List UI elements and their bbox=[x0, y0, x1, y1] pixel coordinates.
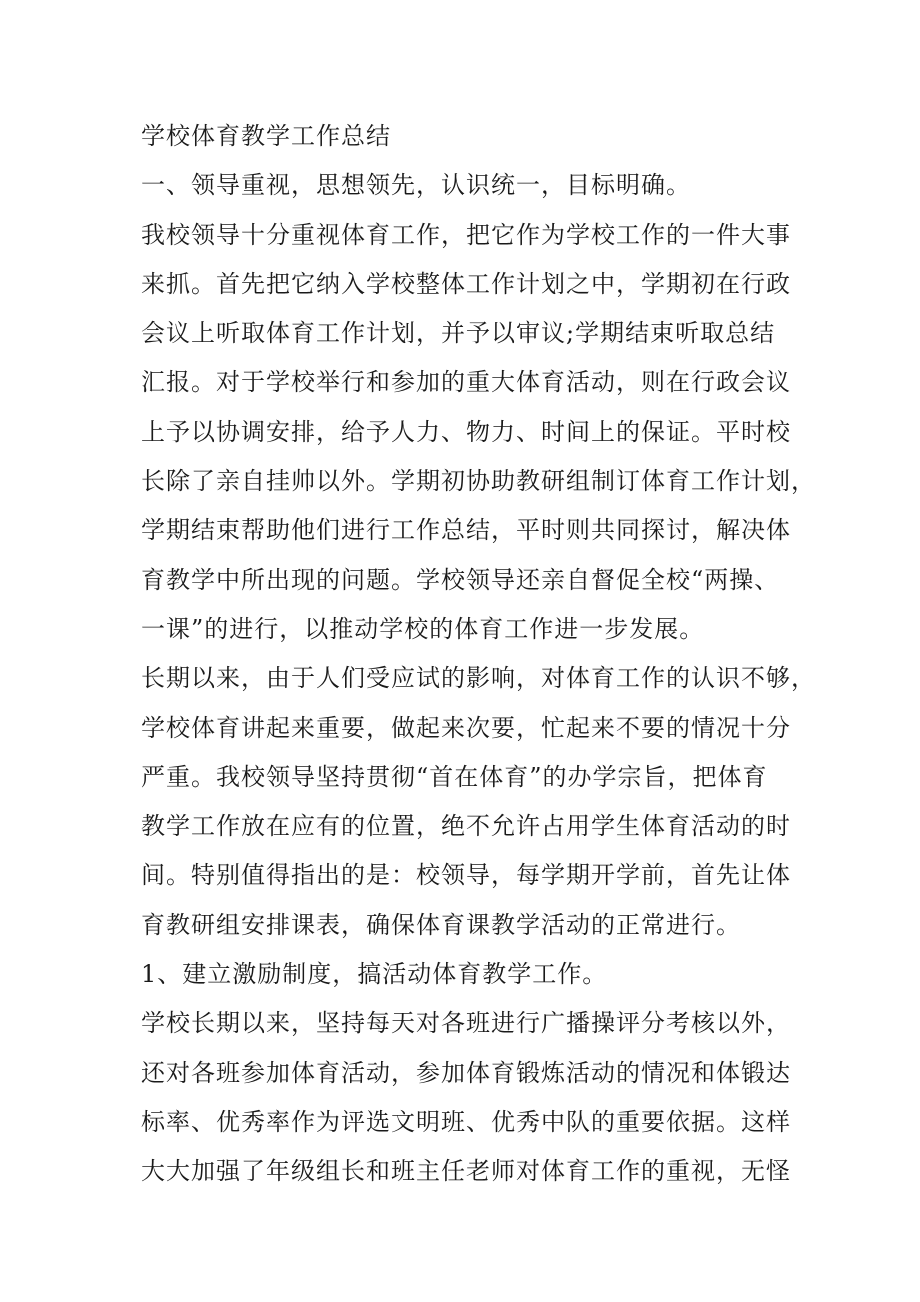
document-title: 学校体育教学工作总结 bbox=[141, 122, 391, 150]
text-line: 学校长期以来，坚持每天对各班进行广播操评分考核以外， bbox=[141, 1009, 791, 1038]
text-line: 我校领导十分重视体育工作，把它作为学校工作的一件大事 bbox=[141, 220, 791, 249]
text-line: 育教学中所出现的问题。学校领导还亲自督促全校“两操、 bbox=[141, 565, 780, 594]
document-body bbox=[141, 112, 816, 1197]
section-heading-1: 一、领导重视，思想领先，认识统一，目标明确。 bbox=[141, 171, 691, 200]
text-line: 汇报。对于学校举行和参加的重大体育活动，则在行政会议 bbox=[141, 368, 791, 397]
text-line: 还对各班参加体育活动，参加体育锻炼活动的情况和体锻达 bbox=[141, 1058, 791, 1087]
text-line: 育教研组安排课表，确保体育课教学活动的正常进行。 bbox=[141, 910, 741, 939]
text-line: 会议上听取体育工作计划，并予以审议;学期结束听取总结 bbox=[141, 319, 776, 348]
text-line: 长期以来，由于人们受应试的影响，对体育工作的认识不够， bbox=[141, 664, 816, 693]
text-line: 标率、优秀率作为评选文明班、优秀中队的重要依据。这样 bbox=[141, 1107, 791, 1136]
text-line: 学校体育讲起来重要，做起来次要，忙起来不要的情况十分 bbox=[141, 713, 791, 742]
text-line: 上予以协调安排，给予人力、物力、时间上的保证。平时校 bbox=[141, 417, 791, 446]
text-line: 一课”的进行，以推动学校的体育工作进一步发展。 bbox=[141, 614, 705, 643]
subsection-heading-1: 1、建立激励制度，搞活动体育教学工作。 bbox=[141, 960, 608, 989]
text-line: 间。特别值得指出的是：校领导，每学期开学前，首先让体 bbox=[141, 861, 791, 890]
text-line: 来抓。首先把它纳入学校整体工作计划之中，学期初在行政 bbox=[141, 269, 791, 298]
text-line: 大大加强了年级组长和班主任老师对体育工作的重视，无怪 bbox=[141, 1157, 791, 1186]
text-line: 学期结束帮助他们进行工作总结，平时则共同探讨，解决体 bbox=[141, 516, 791, 545]
text-line: 严重。我校领导坚持贯彻“首在体育”的办学宗旨，把体育 bbox=[141, 762, 768, 791]
text-line: 长除了亲自挂帅以外。学期初协助教研组制订体育工作计划， bbox=[141, 467, 816, 496]
text-line: 教学工作放在应有的位置，绝不允许占用学生体育活动的时 bbox=[141, 812, 791, 841]
